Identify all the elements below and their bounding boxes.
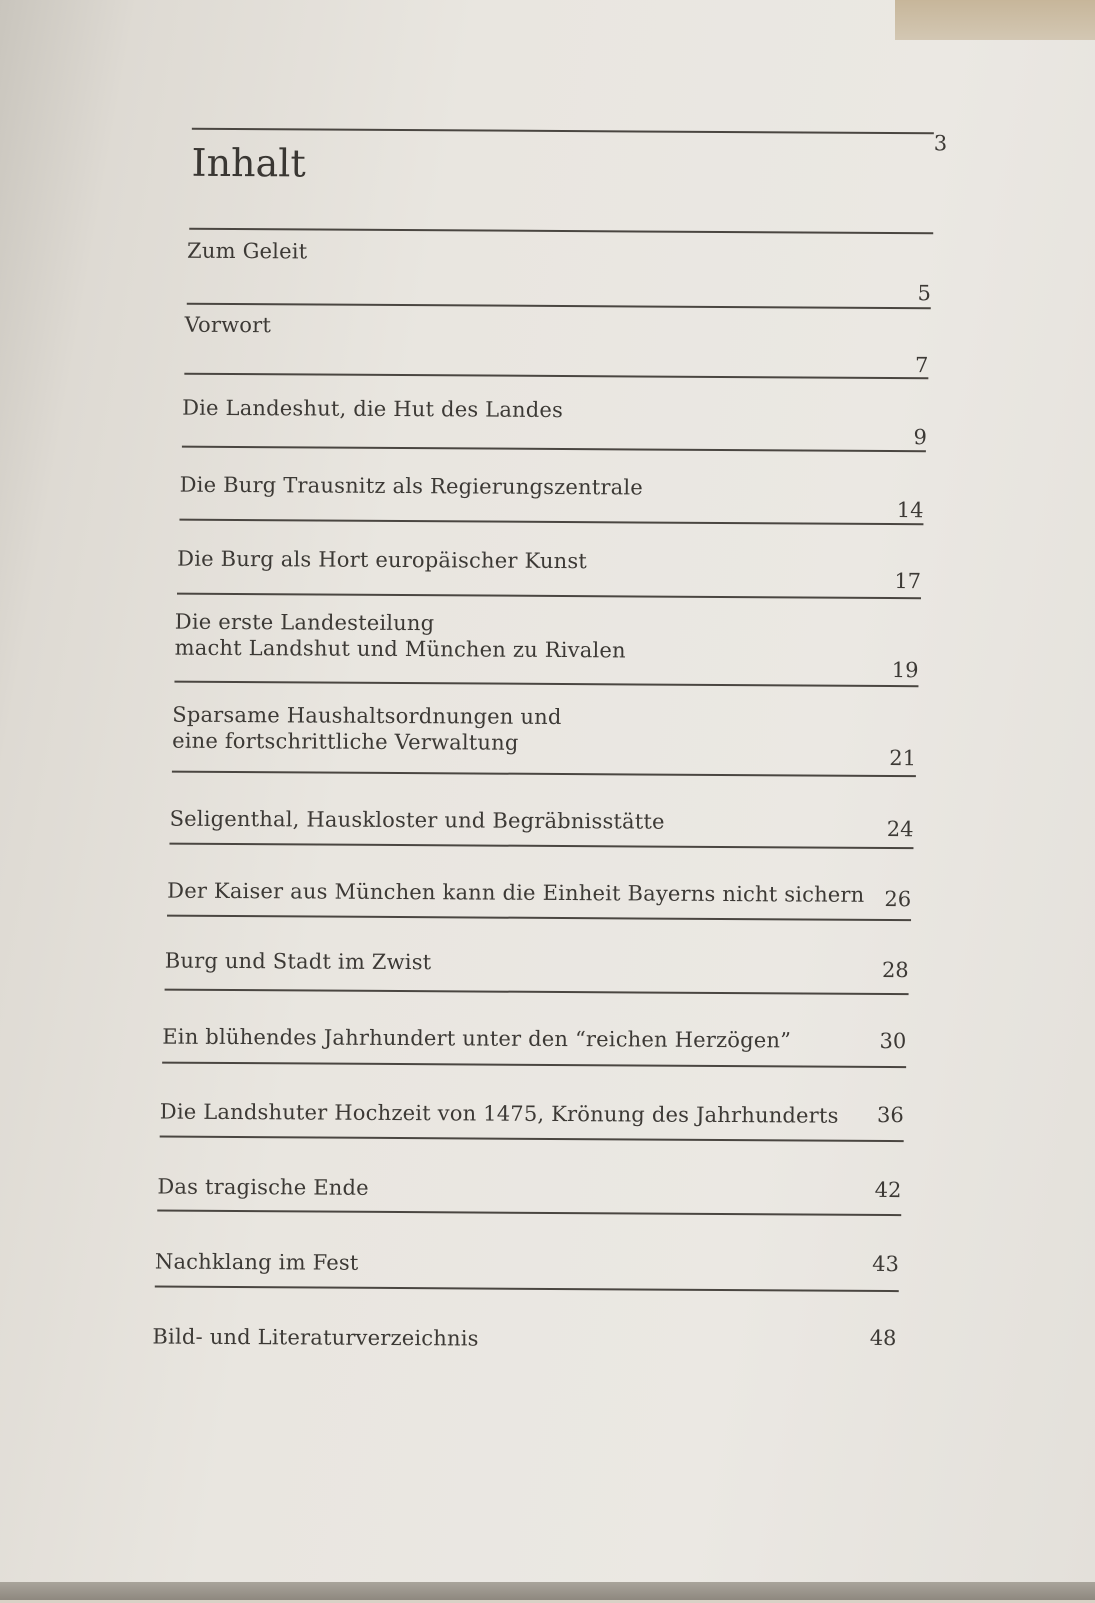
rule-10 [167,915,911,921]
toc-entry-page: 36 [877,1102,904,1128]
page-number: 3 [933,131,948,156]
toc-entry-page: 17 [894,569,922,594]
rule-14 [157,1210,901,1216]
toc-entry-title: Bild- und Literaturverzeichnis [152,1324,479,1351]
toc-entry-page: 43 [872,1251,900,1277]
rule-2 [187,303,931,309]
toc-entry-title [172,702,562,756]
toc-entry-page: 42 [874,1177,902,1203]
rule-top [192,128,934,134]
toc-entry-title: Zum Geleit [187,238,308,264]
rule-6 [177,593,921,599]
toc-entry-title [175,609,626,664]
toc-entry-page: 48 [869,1325,897,1351]
rule-7 [174,681,918,687]
toc-entry-title: Nachklang im Fest [154,1249,359,1275]
rule-11 [165,989,909,995]
toc-entry-page: 9 [913,425,928,450]
toc-entry-page: 14 [896,498,924,523]
toc-entry-title: Burg und Stadt im Zwist [164,948,432,975]
toc-entry-page: 5 [917,281,931,306]
toc-entry-title: Seligenthal, Hauskloster und Begräbnisstätte [169,806,665,834]
toc-entry-page: 30 [879,1028,907,1054]
toc-entry-title: Die Burg Trausnitz als Regierungszentrale [179,472,643,500]
rule-3 [184,373,928,379]
toc-entry-title: Ein blühendes Jahrhundert unter den “reichen Herzögen” [162,1024,792,1053]
toc-entry-title: Die Landshuter Hochzeit von 1475, Krönung des Jahrhunderts [159,1099,839,1128]
toc-entry-page: 28 [881,957,909,983]
toc-entry-page: 21 [889,746,917,771]
toc-entry-title: Die Landeshut, die Hut des Landes [182,395,564,423]
toc-entry-page: 19 [891,658,919,683]
rule-5 [179,519,923,525]
toc-entry-title: Vorwort [184,312,272,338]
toc-entry-page: 26 [884,886,912,912]
toc-entry-page: 7 [914,353,929,378]
toc-entry-title-line-1: Sparsame Haushaltsordnungen und [172,702,562,730]
rule-4 [182,446,926,452]
rule-12 [162,1062,906,1068]
rule-9 [169,843,913,849]
toc-entry-title-line-2: eine fortschrittliche Verwaltung [172,728,519,755]
toc-entry-title: Die Burg als Hort europäischer Kunst [177,546,588,574]
rule-8 [172,771,916,777]
toc-entry-title-line-2: macht Landshut und München zu Rivalen [174,635,626,663]
rule-13 [160,1136,904,1142]
toc-entry-title: Das tragische Ende [157,1174,369,1200]
toc-entry-title: Der Kaiser aus München kann die Einheit Bayerns nicht sichern [167,878,865,907]
toc-entry-title-line-1: Die erste Landesteilung [174,609,435,636]
page-title: Inhalt [191,140,306,186]
toc-entry-page: 24 [886,816,914,842]
rule-1 [189,228,933,234]
rule-15 [155,1286,899,1292]
